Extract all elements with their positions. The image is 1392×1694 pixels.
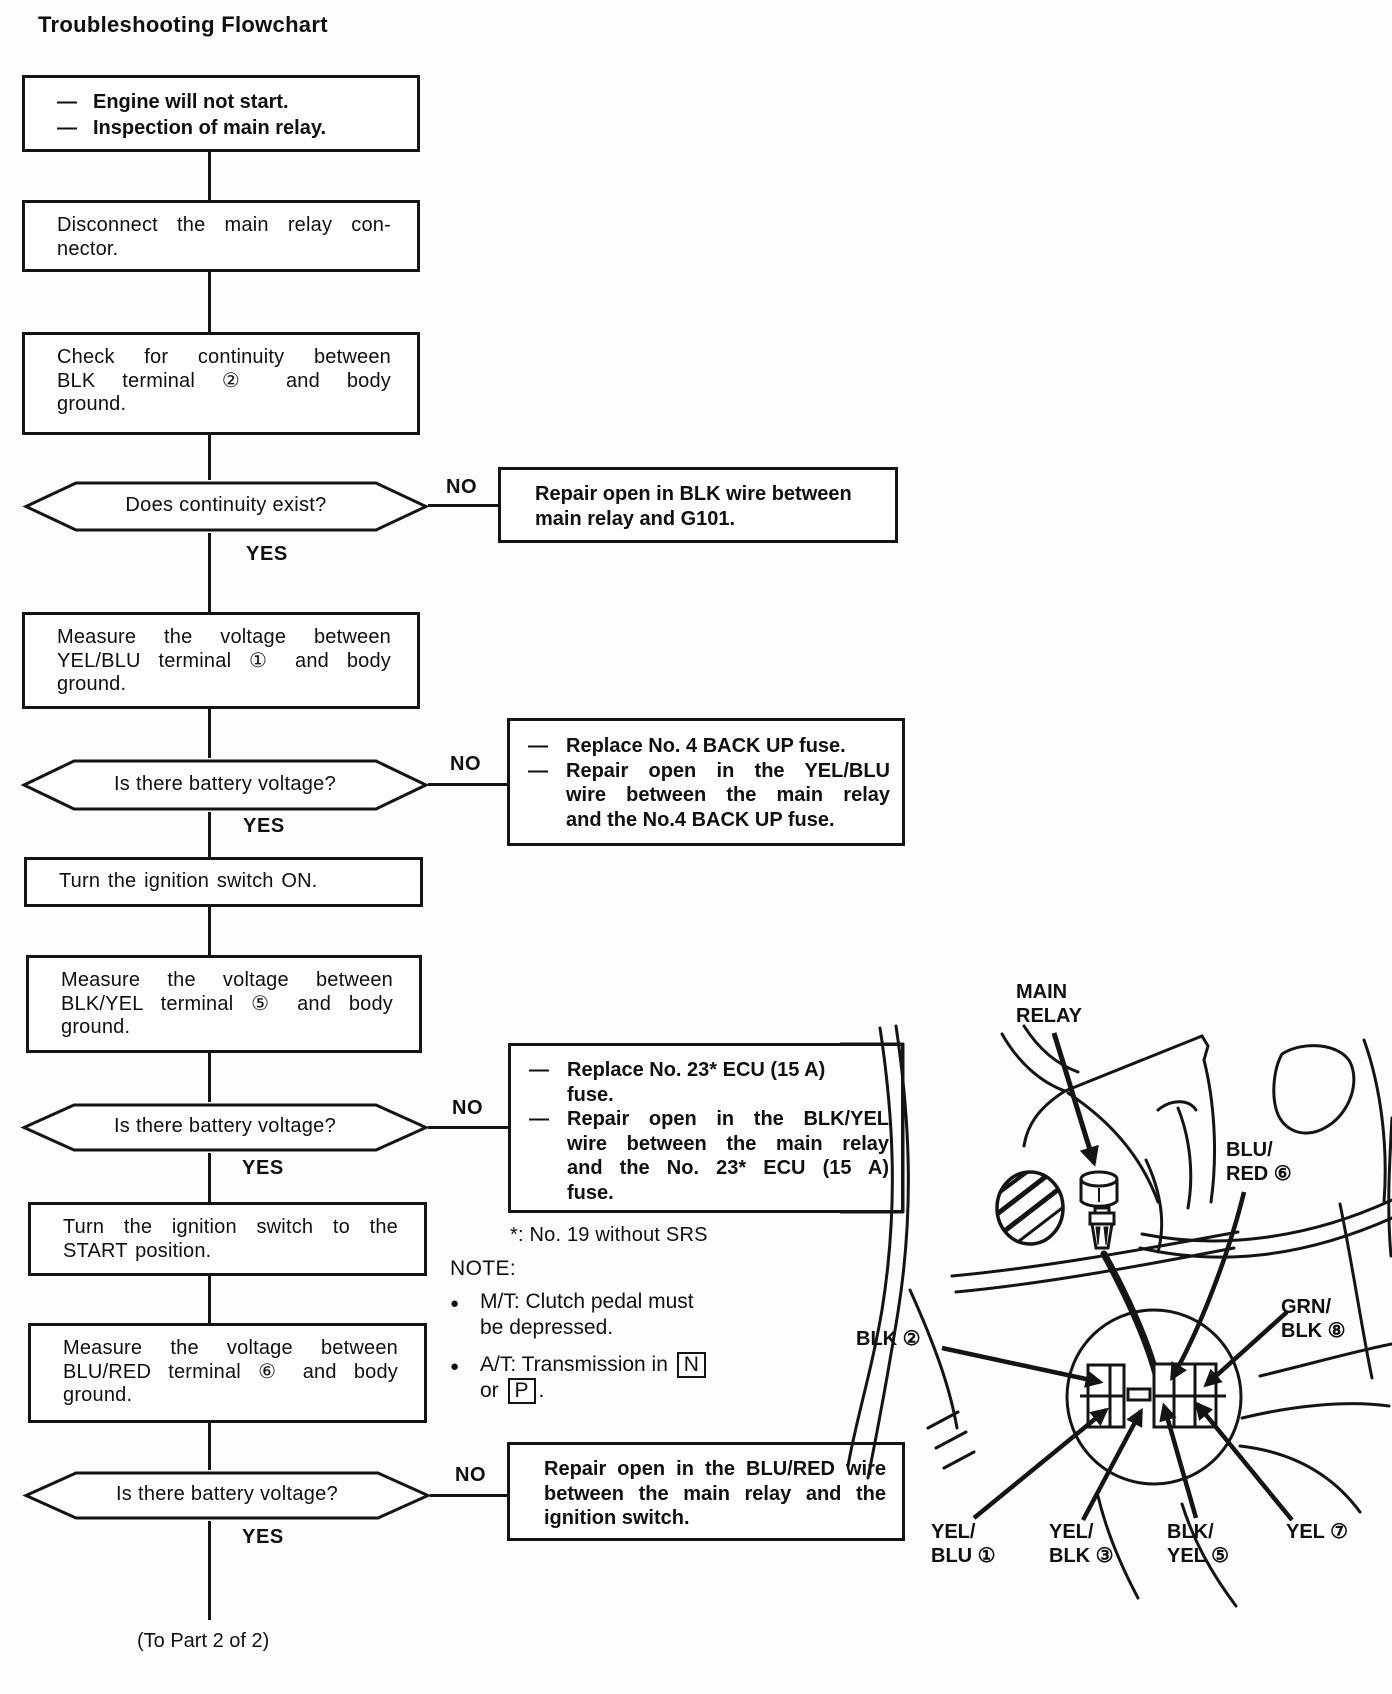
connector-pins-icon: [1080, 1364, 1226, 1427]
note-section: [450, 1256, 790, 1415]
dash-bullet: —: [528, 735, 548, 757]
connector-line: [208, 709, 211, 758]
flow-box-ignition-on: [24, 857, 423, 907]
no-label: NO: [455, 1464, 487, 1486]
footer-note: (To Part 2 of 2): [137, 1630, 270, 1652]
connector-line: [208, 1521, 211, 1620]
flow-box-measure-blu-red: [28, 1323, 427, 1423]
main-relay-icon: [1081, 1172, 1117, 1206]
flow-box-line: Measure the voltage between: [61, 969, 393, 991]
connector-line: [208, 812, 211, 857]
decision-battery-voltage-1: [20, 758, 430, 812]
flow-box-line: nector.: [57, 237, 119, 260]
flow-box-line: START position.: [63, 1239, 212, 1262]
flow-box-line: Disconnect the main relay con-: [57, 214, 391, 236]
result-line: Replace No. 4 BACK UP fuse.: [566, 735, 846, 757]
vent-grille-icon: [992, 1152, 1070, 1248]
pin-label-blu-red-6: BLU/ RED ⑥: [1226, 1139, 1292, 1185]
connector-line: [208, 1276, 211, 1323]
pin-label-yel-blk-3: YEL/ BLK ③: [1049, 1521, 1114, 1567]
flow-box-line: Turn the ignition switch to the: [63, 1216, 398, 1238]
result-backup-fuse: [507, 718, 905, 846]
flow-box-check-continuity: [22, 332, 420, 435]
flow-box-line: ground.: [61, 1016, 131, 1038]
dash-bullet: —: [57, 117, 77, 139]
flow-box-line: BLK terminal ② and body: [57, 369, 391, 392]
decision-question: Is there battery voltage?: [115, 1483, 339, 1505]
result-line: Repair open in the BLK/YEL: [567, 1108, 889, 1130]
pin-label-blk-2: BLK ②: [856, 1328, 921, 1350]
note-item-at: [450, 1352, 790, 1404]
flow-box-line: BLU/RED terminal ⑥ and body: [63, 1360, 398, 1383]
dash-bullet: —: [528, 759, 548, 782]
note-line: or P .: [480, 1379, 545, 1402]
no-label: NO: [452, 1097, 484, 1119]
yes-label: YES: [243, 815, 285, 837]
result-line: main relay and G101.: [535, 507, 736, 530]
dash-bullet: —: [529, 1108, 549, 1130]
yes-label: YES: [242, 1526, 284, 1548]
relay-connector-icon: [1090, 1208, 1114, 1248]
connector-line: [430, 1494, 507, 1497]
no-label: NO: [446, 476, 478, 498]
boxed-p: P: [508, 1378, 536, 1404]
flow-box-measure-yel-blu: [22, 612, 420, 709]
page-title: Troubleshooting Flowchart: [38, 12, 328, 37]
connector-line: [208, 1053, 211, 1102]
bullet-icon: ●: [450, 1358, 460, 1375]
no-label: NO: [450, 753, 482, 775]
flow-box-symptom: [22, 75, 420, 152]
flow-box-line: ground.: [57, 393, 127, 415]
bullet-icon: ●: [450, 1295, 460, 1312]
decision-question: Is there battery voltage?: [113, 1115, 337, 1137]
flow-box-line: Turn the ignition switch ON.: [59, 870, 318, 892]
decision-question: Does continuity exist?: [125, 494, 327, 516]
pin-label-yel-blu-1: YEL/ BLU ①: [931, 1521, 996, 1567]
result-line: and the No. 23* ECU (15 A): [567, 1157, 889, 1179]
connector-line: [428, 783, 507, 786]
flow-box-line: ground.: [57, 673, 127, 695]
result-line: and the No.4 BACK UP fuse.: [566, 808, 835, 831]
result-line: between the main relay and the: [544, 1482, 886, 1505]
dash-bullet: —: [529, 1059, 549, 1081]
result-line: ignition switch.: [544, 1507, 690, 1529]
result-line: Repair open in BLK wire between: [535, 483, 852, 505]
boxed-n: N: [677, 1352, 706, 1378]
flow-box-disconnect-connector: [22, 200, 420, 272]
pin-label-blk-yel-5: BLK/ YEL ⑤: [1167, 1521, 1230, 1567]
note-line: M/T: Clutch pedal must: [480, 1290, 694, 1313]
connector-line: [208, 907, 211, 955]
result-line: Replace No. 23* ECU (15 A): [567, 1059, 826, 1081]
connector-line: [208, 1153, 211, 1202]
flow-box-ignition-start: [28, 1202, 427, 1276]
flow-box-line: Inspection of main relay.: [93, 117, 327, 139]
flow-box-line: BLK/YEL terminal ⑤ and body: [61, 992, 393, 1015]
pin-label-yel-7: YEL ⑦: [1286, 1521, 1349, 1543]
decision-question: Is there battery voltage?: [113, 772, 337, 795]
result-line: wire between the main relay: [566, 784, 890, 806]
yes-label: YES: [246, 543, 288, 565]
main-relay-label: MAIN RELAY: [1016, 981, 1082, 1027]
connector-line: [208, 1423, 211, 1470]
note-line: A/T: Transmission in N: [480, 1352, 709, 1378]
yel-blu-1-arrow: [974, 1410, 1106, 1518]
main-relay-arrow: [1054, 1033, 1094, 1163]
result-repair-blk-wire: [498, 467, 898, 543]
pin-label-grn-blk-8: GRN/ BLK ⑧: [1281, 1296, 1346, 1342]
result-line: Repair open in the YEL/BLU: [566, 759, 890, 782]
flow-box-line: ground.: [63, 1384, 133, 1406]
flow-box-line: Engine will not start.: [93, 91, 289, 113]
result-line: fuse.: [567, 1083, 614, 1106]
flow-box-line: Check for continuity between: [57, 346, 391, 368]
decision-battery-voltage-2: [20, 1102, 430, 1153]
decision-continuity-exists: [22, 480, 430, 533]
connector-line: [208, 533, 211, 612]
note-item-mt: [450, 1289, 790, 1341]
flow-box-line: Measure the voltage between: [63, 1337, 398, 1359]
note-line: be depressed.: [480, 1316, 614, 1339]
note-heading: NOTE:: [450, 1257, 517, 1280]
connector-line: [428, 1126, 508, 1129]
yes-label: YES: [242, 1157, 284, 1179]
decision-battery-voltage-3: [22, 1470, 432, 1521]
flow-box-measure-blk-yel: [26, 955, 422, 1053]
result-line: fuse.: [567, 1181, 614, 1204]
result-line: wire between the main relay: [567, 1132, 889, 1155]
connector-line: [208, 151, 211, 200]
footnote: *: No. 19 without SRS: [510, 1224, 708, 1246]
connector-line: [208, 272, 211, 332]
flow-box-line: Measure the voltage between: [57, 626, 391, 648]
dash-bullet: —: [57, 91, 77, 113]
connector-line: [428, 504, 498, 507]
flow-box-line: YEL/BLU terminal ① and body: [57, 649, 391, 672]
result-line: Repair open in the BLU/RED wire: [544, 1458, 886, 1480]
connector-line: [208, 435, 211, 480]
